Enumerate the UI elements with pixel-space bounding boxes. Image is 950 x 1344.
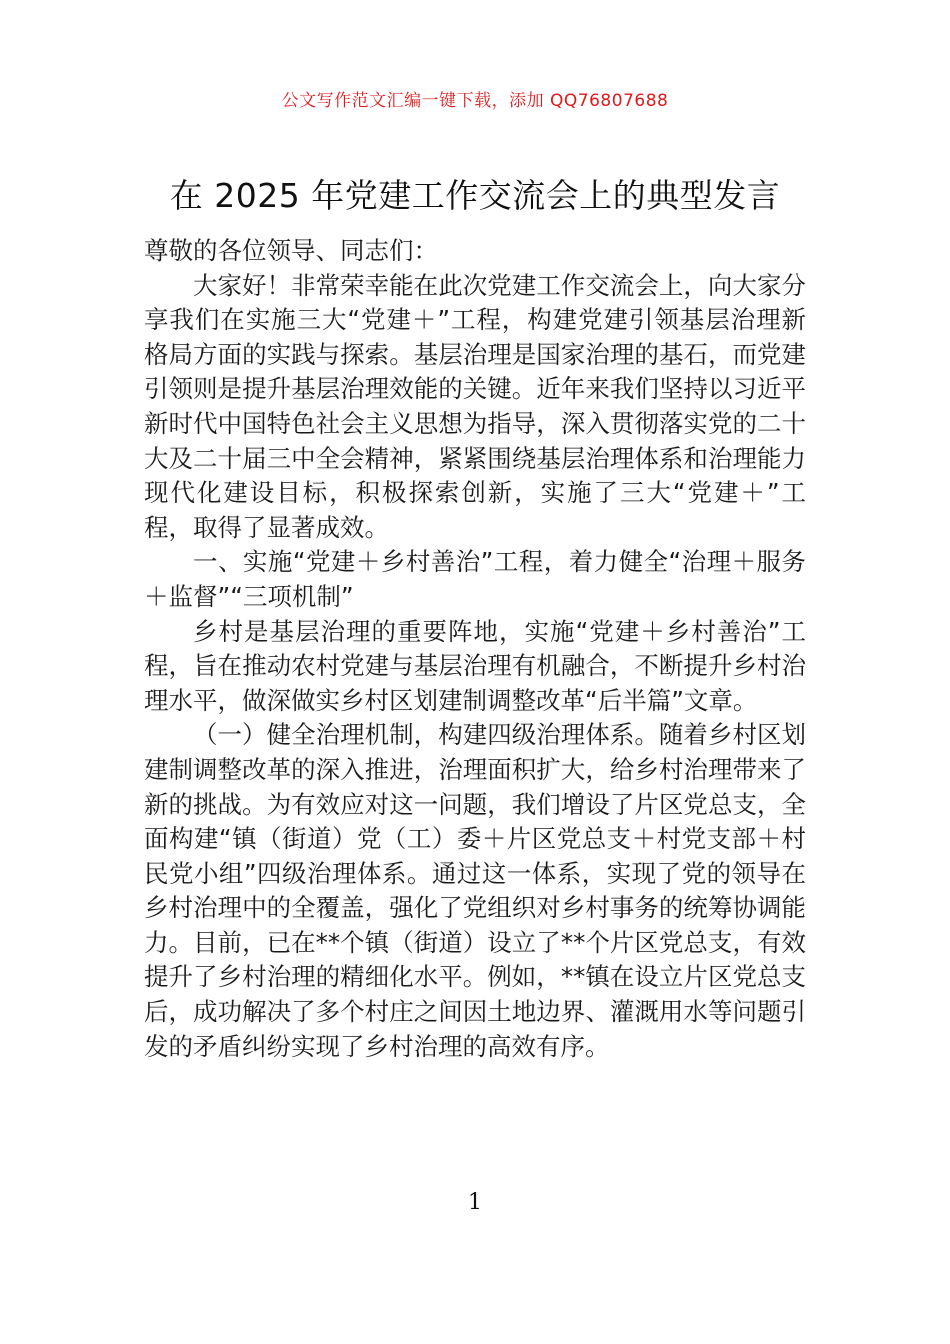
document-body — [144, 234, 806, 1064]
paragraph-subsection-1: （一）健全治理机制，构建四级治理体系。随着乡村区划建制调整改革的深入推进，治理面积扩大，给乡村治理带来了新的挑战。为有效应对这一问题，我们增设了片区党总支，全面构建“镇（街道）党（工）委＋片区党总支＋村党支部＋村民党小组”四级治理体系。通过这一体系，实现了党的领导在乡村治理中的全覆盖，强化了党组织对乡村事务的统筹协调能力。目前，已在**个镇（街道）设立了**个片区党总支，有效提升了乡村治理的精细化水平。例如，**镇在设立片区党总支后，成功解决了多个村庄之间因土地边界、灌溉用水等问题引发的矛盾纠纷实现了乡村治理的高效有序。 — [144, 720, 806, 1061]
download-notice: 公文写作范文汇编一键下载，添加 QQ76807688 — [281, 91, 669, 111]
paragraph-section-1-intro: 乡村是基层治理的重要阵地，实施“党建＋乡村善治”工程，旨在推动农村党建与基层治理有机融合，不断提升乡村治理水平，做深做实乡村区划建制调整改革“后半篇”文章。 — [144, 616, 806, 715]
salutation: 尊敬的各位领导、同志们： — [144, 236, 438, 265]
page-title: 在 2025 年党建工作交流会上的典型发言 — [169, 176, 781, 215]
page-number: 1 — [468, 1190, 482, 1215]
paragraph-intro: 大家好！非常荣幸能在此次党建工作交流会上，向大家分享我们在实施三大“党建＋”工程，构建党建引领基层治理新格局方面的实践与探索。基层治理是国家治理的基石，而党建引领则是提升基层治理效能的关键。近年来我们坚持以习近平新时代中国特色社会主义思想为指导，深入贯彻落实党的二十大及二十届三中全会精神，紧紧围绕基层治理体系和治理能力现代化建设目标，积极探索创新，实施了三大“党建＋”工程，取得了显著成效。 — [144, 270, 806, 542]
section-heading-1: 一、实施“党建＋乡村善治”工程，着力健全“治理＋服务＋监督”“三项机制” — [144, 547, 806, 611]
